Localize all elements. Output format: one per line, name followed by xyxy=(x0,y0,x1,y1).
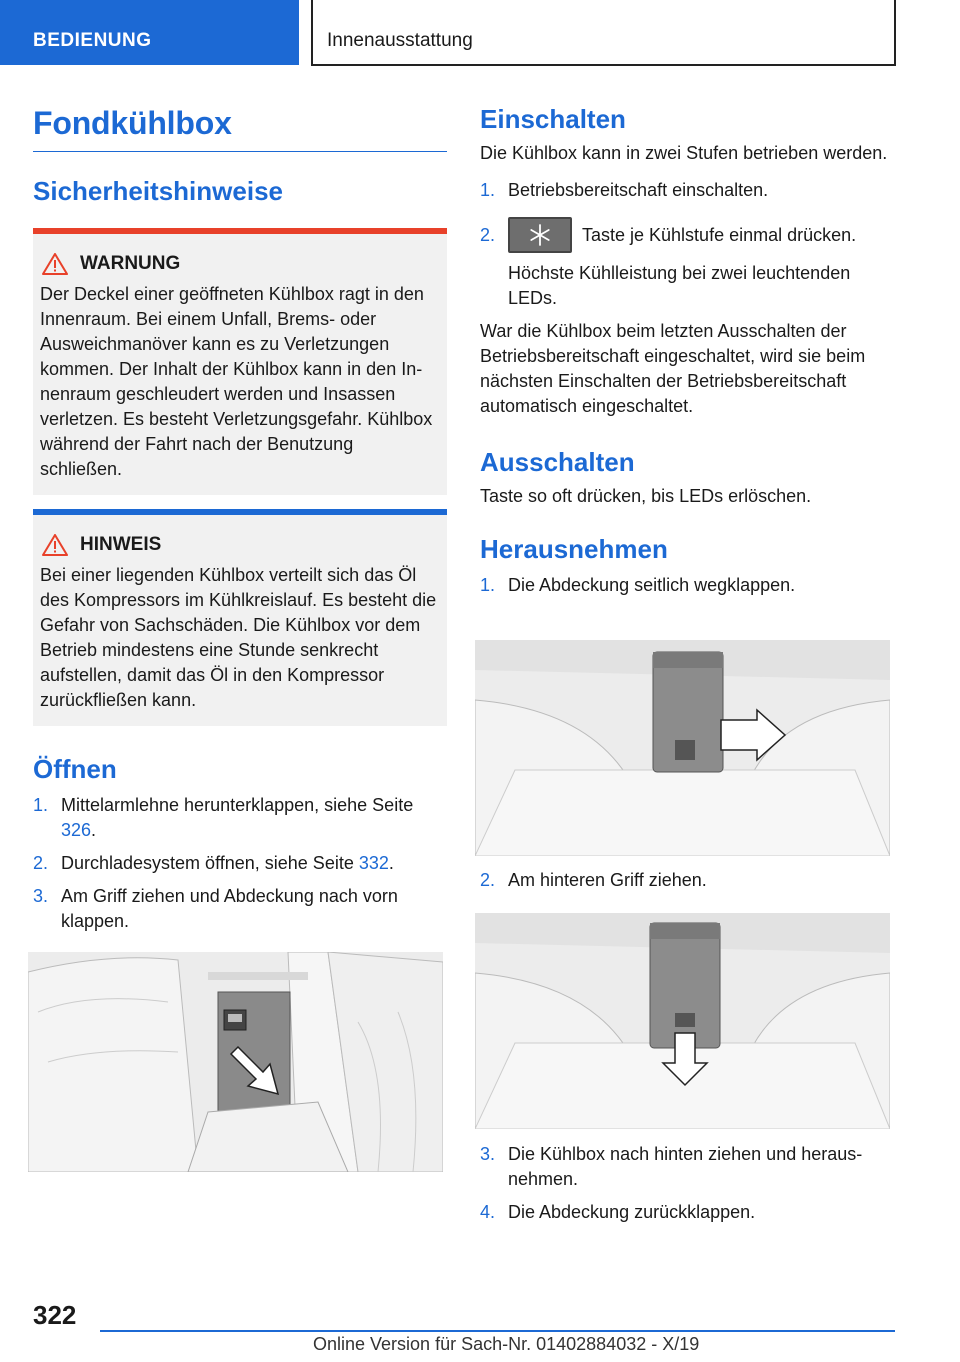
on-intro: Die Kühlbox kann in zwei Stufen betrieben werden. xyxy=(480,143,888,163)
hint-triangle-icon xyxy=(42,534,68,556)
warning-title: WARNUNG xyxy=(80,253,181,274)
section-tab: BEDIENUNG xyxy=(0,0,299,65)
coolbox-side-figure xyxy=(475,640,890,856)
footer-text: Online Version für Sach-Nr. 01402884032 - X/19 xyxy=(313,1334,700,1354)
on-step2-note: Höchste Kühlleistung bei zwei leuchtenden LEDs. xyxy=(508,263,851,308)
coolbox-back-figure xyxy=(475,913,890,1129)
armrest-figure xyxy=(28,952,443,1172)
page-link-332[interactable]: 332 xyxy=(358,853,389,873)
warning-triangle-icon xyxy=(42,253,68,275)
hint-box xyxy=(33,509,447,726)
page-title: Fondkühlbox xyxy=(33,105,447,152)
on-paragraph: War die Kühlbox beim letzten Ausschalten der Betriebsbereitschaft eingeschaltet, wird sie beim nächsten Einschalten der Betriebsbereitschaft automatisch eingeschaltet. xyxy=(480,321,866,416)
right-column xyxy=(480,100,895,598)
remove-heading: Herausnehmen xyxy=(480,534,668,564)
warning-text: Der Deckel einer geöffneten Kühlbox ragt in den Innenraum. Bei einem Unfall, Brems- oder Ausweichmanöver kann es zu Verletzungen kommen. Der Inhalt der Kühlbox kann in den Innenraum geschleudert werden und Insassen verletzen. Es besteht Verletzungsgefahr. Kühlbox während der Fahrt nach der Benutzung schließen. xyxy=(40,284,433,479)
off-heading: Ausschalten xyxy=(480,447,635,477)
list-item: 2. Taste je Kühlstufe einmal drücken. xyxy=(480,217,895,253)
warning-title-row xyxy=(40,251,439,276)
remove-steps-list-a xyxy=(480,573,895,598)
list-item: 1. Die Abdeckung seitlich wegklappen. xyxy=(480,575,796,595)
hint-title-row xyxy=(40,532,439,557)
hint-text: Bei einer liegenden Kühlbox verteilt sich das Öl des Kompressors im Kühlkreislauf. Es besteht die Gefahr von Sachschäden. Die Kühlbox vor dem Betrieb mindestens eine Stunde senkrecht aufstellen, damit das Öl in den Kompressor zurückfließen kann. xyxy=(40,565,437,710)
open-heading: Öffnen xyxy=(33,754,117,784)
open-steps-list xyxy=(33,793,447,934)
on-steps-list xyxy=(480,178,895,253)
page-number: 322 xyxy=(33,1300,77,1330)
safety-heading: Sicherheitshinweise xyxy=(33,176,283,206)
list-item: 3. Am Griff ziehen und Abdeckung nach vorn klappen. xyxy=(33,886,398,931)
list-item: 4. Die Abdeckung zurückklappen. xyxy=(480,1202,756,1222)
remove-steps-list-c xyxy=(480,1142,895,1225)
page-link-326[interactable]: 326 xyxy=(61,820,92,840)
off-text: Taste so oft drücken, bis LEDs erlöschen. xyxy=(480,486,812,506)
list-item: 3. Die Kühlbox nach hinten ziehen und herausnehmen. xyxy=(480,1144,863,1189)
snowflake-key-icon xyxy=(508,217,572,253)
warning-box xyxy=(33,228,447,495)
on-heading: Einschalten xyxy=(480,104,626,134)
left-column xyxy=(33,100,447,934)
list-item: 2. Am hinteren Griff ziehen. xyxy=(480,870,707,890)
footer-divider xyxy=(100,1330,895,1332)
list-item: 2. Durchladesystem öffnen, siehe Seite 332. xyxy=(33,853,394,873)
list-item: 1. Betriebsbereitschaft einschalten. xyxy=(480,180,769,200)
hint-title: HINWEIS xyxy=(80,534,162,555)
chapter-title: Innenausstattung xyxy=(311,0,896,66)
remove-steps-list-b xyxy=(480,868,895,893)
list-item: 1. Mittelarmlehne herunterklappen, siehe Seite 326. xyxy=(33,795,414,840)
